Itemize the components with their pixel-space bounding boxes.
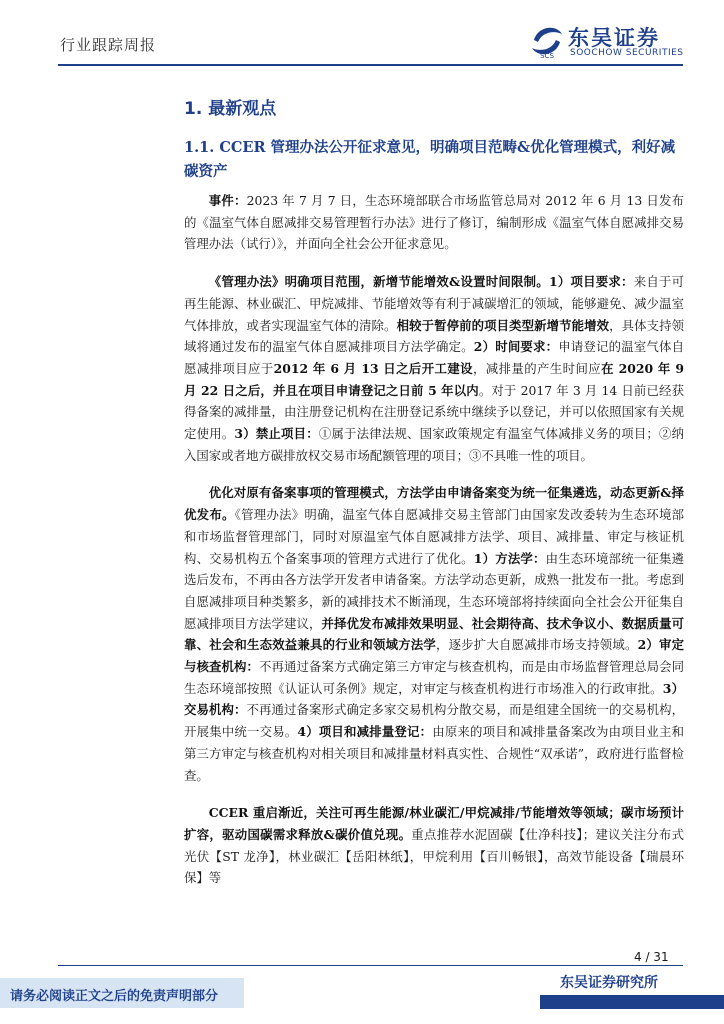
page-number: 4 / 31	[634, 950, 669, 964]
logo-mark-text: SCS	[540, 52, 554, 60]
disclaimer-banner	[0, 978, 244, 1008]
brand-logo	[530, 22, 684, 62]
emphasis-text: 3）交易机构：	[184, 680, 685, 718]
brand-logo-icon	[530, 22, 564, 60]
emphasis-text: 3）禁止项目：	[234, 426, 319, 442]
emphasis-text: 《管理办法》明确项目范围，新增节能增效&设置时间限制。1）项目要求：	[208, 274, 634, 290]
paragraph-text: 由生态环境部统一征集遴选后发布，不再由各方法学开发者申请备案。方法学动态更新，成熟一批发布一批。考虑到自愿减排项目种类繁多，新的减排技术不断涌现，生态环境部将持续面向全社会公开征集自愿减排项目方法学建议，	[184, 550, 685, 631]
emphasis-text: 在 2020 年 9 月 22 日之后，并且在项目申请登记之日前 5 年以内	[184, 360, 685, 398]
logo-chinese-name: 东吴证券	[568, 26, 660, 50]
paragraph-text: ①属于法律法规、国家政策规定有温室气体减排义务的项目；②纳入国家或者地方碳排放权交易市场配额管理的项目；③不具唯一性的项目。	[184, 426, 685, 463]
emphasis-text: 优化对原有备案事项的管理模式，方法学由申请备案变为统一征集遴选，动态更新&择优发布。	[184, 485, 684, 523]
paragraph-text: 重点推荐水泥固碳【仕净科技】；建议关注分布式光伏【ST 龙净】，林业碳汇【岳阳林纸】，甲烷利用【百川畅银】，高效节能设备【瑞晨环保】等	[184, 826, 684, 886]
emphasis-text: 2）审定与核查机构：	[184, 637, 685, 675]
footer-accent-bar	[540, 995, 724, 1009]
paragraph-text: 来自于可再生能源、林业碳汇、甲烷减排、节能增效等有利于减碳增汇的领域，能够避免、减少温室气体排放，或者实现温室气体的清除。	[184, 274, 685, 333]
emphasis-text: 2012 年 6 月 13 日之后开工建设	[273, 360, 473, 376]
logo-english-name: SOOCHOW SECURITIES	[570, 48, 684, 58]
paragraph-text: ，减排量的产生时间应	[472, 360, 602, 376]
emphasis-text: 4）项目和减排量登记：	[297, 724, 433, 740]
paragraph-text: 《管理办法》明确，温室气体自愿减排交易主管部门由国家发改委转为生态环境部和市场监督管理部门，同时对原温室气体自愿减排方法学、项目、减排量、审定与核证机构、交易机构五个备案事项的管理方式进行了优化。	[184, 507, 684, 566]
body-paragraph	[184, 482, 684, 786]
institute-name: 东吴证券研究所	[560, 975, 658, 991]
emphasis-text: CCER 重启渐近，关注可再生能源/林业碳汇/甲烷减排/节能增效等领域；碳市场预计扩容，驱动国碳需求释放&碳价值兑现。	[184, 805, 684, 842]
emphasis-text: 2）时间要求：	[473, 339, 559, 355]
body-paragraph	[184, 271, 684, 466]
emphasis-text: 相较于暂停前的项目类型新增节能增效	[396, 317, 610, 333]
body-paragraph	[184, 190, 684, 255]
paragraph-text: 不再通过备案形式确定多家交易机构分散交易，而是组建全国统一的交易机构，开展集中统一交易。	[184, 702, 685, 740]
header-divider	[58, 64, 683, 66]
body-paragraph	[184, 802, 684, 889]
report-type-label: 行业跟踪周报	[60, 36, 157, 54]
emphasis-text: 事件：	[208, 193, 247, 208]
emphasis-text: 1）方法学：	[473, 550, 546, 566]
paragraph-text: 不再通过备案方式确定第三方审定与核查机构，而是由市场监督管理总局会同生态环境部按照《认证认可条例》规定，对审定与核查机构进行市场准入的行政审批。	[184, 659, 685, 696]
paragraph-text: 。对于 2017 年 3 月 14 日前已经获得备案的减排量，由注册登记机构在注册登记系统中继续予以登记，并可以依照国家有关规定使用。	[184, 382, 684, 442]
paragraph-text: 申请登记的温室气体自愿减排项目应于	[184, 339, 685, 376]
paragraph-text: 2023 年 7 月 7 日，生态环境部联合市场监管总局对 2012 年 6 月 13 日发布的《温室气体自愿减排交易管理暂行办法》进行了修订，编制形成《温室气体自愿减排交易管理办法（试行）》，并面向全社会公开征求意见。	[184, 193, 685, 252]
paragraph-text: ，逐步扩大自愿减排市场支持领域。	[436, 637, 638, 653]
paragraph-text: ，具体支持领域将通过发布的温室气体自愿减排项目方法学确定。	[184, 317, 685, 355]
disclaimer-text: 请务必阅读正文之后的免责声明部分	[10, 989, 219, 1004]
subsection-title: 1.1. CCER 管理办法公开征求意见，明确项目范畴&优化管理模式，利好减碳资产	[184, 139, 676, 180]
section-title: 1. 最新观点	[184, 99, 277, 119]
footer-divider	[58, 965, 683, 966]
emphasis-text: 并择优发布减排效果明显、社会期待高、技术争议小、数据质量可靠、社会和生态效益兼具的行业和领域方法学	[184, 615, 685, 653]
article-body	[184, 190, 684, 905]
paragraph-text: 由原来的项目和减排量备案改为由项目业主和第三方审定与核查机构对相关项目和减排量材料真实性、合规性“双承诺”，政府进行监督检查。	[184, 724, 685, 783]
